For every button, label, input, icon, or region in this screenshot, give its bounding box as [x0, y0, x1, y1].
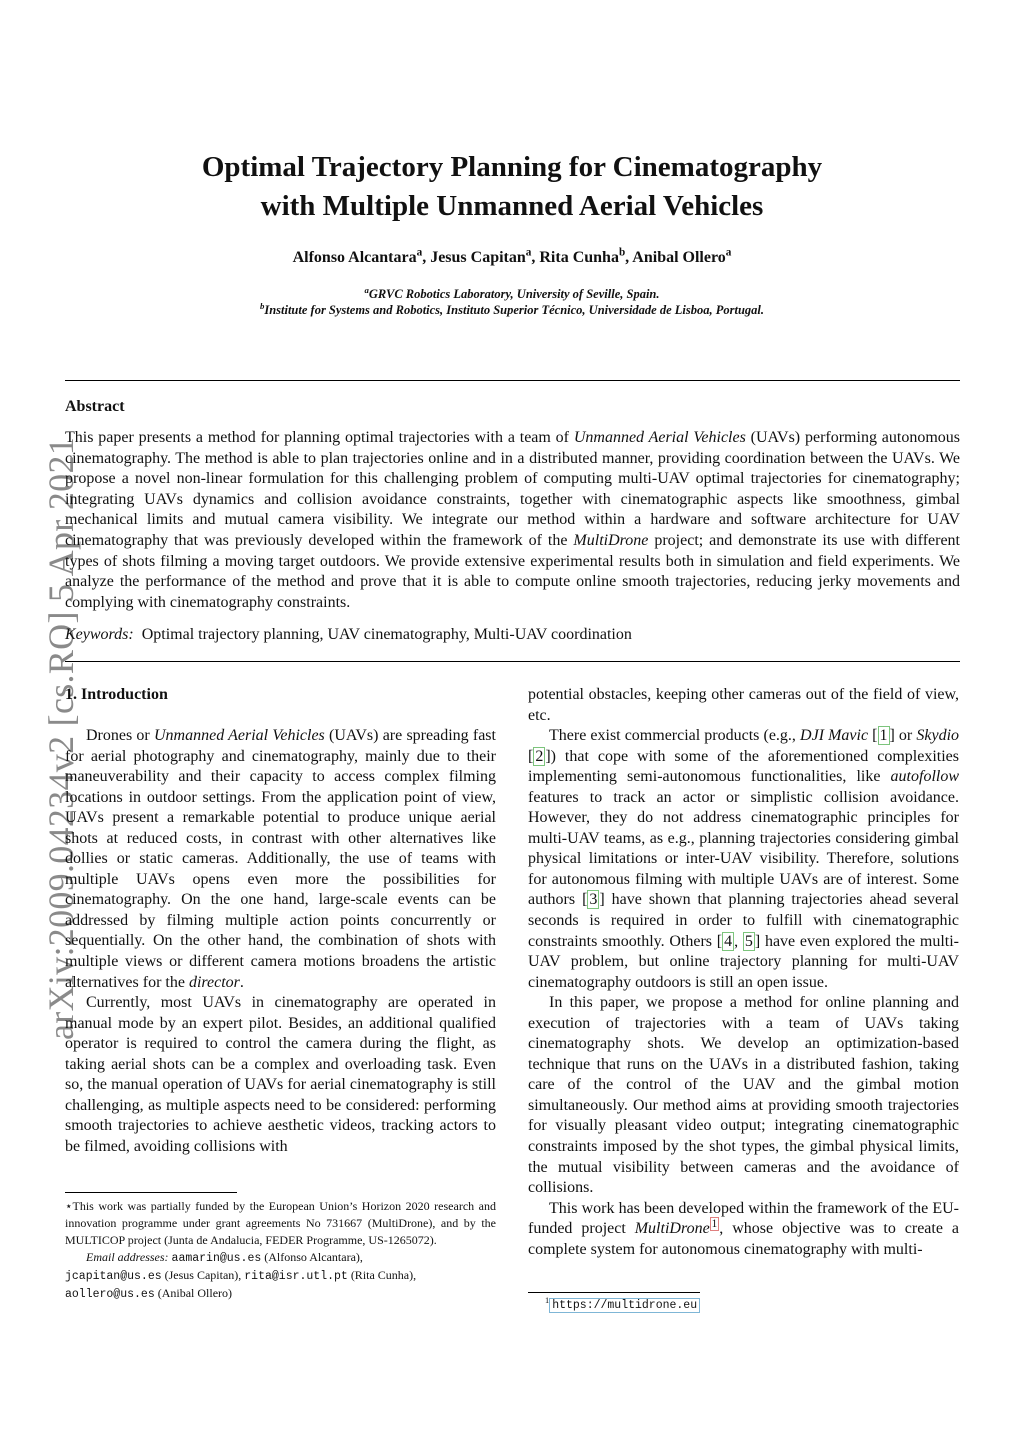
text-run: or: [894, 727, 917, 745]
paper-title: [120, 148, 904, 226]
title-line-2: with Multiple Unmanned Aerial Vehicles: [260, 190, 764, 222]
text-run: There exist commercial products (e.g.,: [549, 727, 801, 745]
footnote-star-mark: ⋆: [65, 1199, 73, 1213]
abstract-heading: Abstract: [65, 398, 125, 415]
text-run: Drones or: [86, 727, 154, 744]
footnote-link[interactable]: 1: [711, 1217, 718, 1230]
author-list: Alfonso Alcantara$^a$, Jesus Capitan$^a$, Rita Cunha$^b$, Anibal Ollero$^a$: [292, 246, 732, 266]
author-4-affil: a: [725, 246, 732, 259]
abstract-part: project; and demonstrate its use with different types of shots filming a moving target outdoors. We provide extensive experimental results both in simulation and field experiments. We analyze the performance of the method and prove that it is able to compute online smooth trajectories, reducing jerky movements and complying with cinematography constraints.: [65, 531, 960, 611]
email-addresses-cont: [65, 1285, 496, 1303]
email-link[interactable]: aollero@us.es: [65, 1288, 155, 1301]
right-column: [528, 685, 959, 1260]
email-addresses-cont: [65, 1267, 496, 1285]
text-run: (Alfonso Alcantara),: [261, 1250, 363, 1264]
citation-link[interactable]: 5: [744, 932, 753, 950]
text-emphasis: director: [188, 973, 240, 991]
affiliation-a-mark: a: [364, 284, 369, 295]
text-run: (Jesus Capitan),: [161, 1268, 245, 1282]
footnote-funding: [65, 1198, 496, 1303]
paragraph: In this paper, we propose a method for online planning and execution of trajectories with a team of UAVs taking cinematography shots. We develop an optimization-based technique that runs on the UAVs in a distributed fashion, taking care of the control of the UAV and the gimbal motion simultaneously. Our method aims at providing smooth trajectories for visually pleasant video output; integrating cinematographic constraints imposed by the shot types, the gimbal physical limits, the mutual visibility between cameras and the avoidance of collisions.: [528, 994, 959, 1197]
keywords: [65, 626, 632, 644]
footnote-funding-text: [65, 1198, 496, 1249]
text-emphasis: autofollow: [890, 768, 959, 786]
footnote-1: [545, 1297, 700, 1312]
text-run: (UAVs) are spreading fast for aerial photography and cinematography, mainly due to their maneuverability and their capacity to access complex filming locations in outdoor settings. From the application point of view, UAVs present a remarkable potential to produce unique aerial shots at reduced costs, in contrast with other alternatives like dollies or static cameras. Additionally, the use of teams with multiple UAVs opens even more the possibilities for cinematography. On the one hand, large-scale events can be addressed by filming multiple action points concurrently or sequentially. On the other hand, the combination of shots with multiple views or different camera motions broadens the artistic alternatives for the: [65, 727, 496, 991]
footnote-url-link[interactable]: https://multidrone.eu: [549, 1298, 700, 1313]
abstract-bottom-rule: [65, 661, 960, 662]
text-run: , whose objective was to create a complete system for autonomous cinematography with multi-: [528, 1220, 959, 1258]
text-run: This work was partially funded by the European Union’s Horizon 2020 research and innovation programme under grant agreements No 731667 (MultiDrone), and by the MULTICOP project (Junta de Andalucia, FEDER Programme, US-1265072).: [65, 1199, 496, 1247]
author-4: Anibal Ollero: [632, 249, 726, 266]
text-run: (Anibal Ollero): [154, 1286, 233, 1300]
paragraph: There exist commercial products (e.g., DJI Mavic [ 1 ] or Skydio [ 2 ]) that cope with some of the aforementioned complexities implementing semi-autonomous functionalities, like autofollow features to track an actor or simplistic collision avoidance. However, they do not address cinematographic principles for multi-UAV teams, as e.g., planning trajectories considering gimbal physical limitations or inter-UAV visibility. Therefore, solutions for autonomous filming with multiple UAVs are of interest. Some authors [ 3 ] have shown that planning trajectories ahead several seconds is required in order to fulfill with cinematographic constraints smoothly. Others [ 4 , 5 ] have even explored the multi-UAV problem, but online trajectory planning for multi-UAV cinematography outdoors is still an open issue.: [528, 727, 960, 991]
paragraph: [528, 1199, 959, 1261]
author-2: Jesus Capitan: [430, 249, 526, 266]
footnote-rule-left: [65, 1192, 237, 1193]
text-emphasis: Skydio: [916, 727, 960, 745]
affiliation-b-mark: b: [259, 300, 265, 311]
paragraph: Currently, most UAVs in cinematography are operated in manual mode by an expert pilot. Besides, an additional qualified operator is required to control the camera during the flight, as taking aerial shots can be a complex and overloading task. Even so, the manual operation of UAVs for aerial cinematography is still challenging, as multiple aspects need to be considered: performing smooth trajectories to achieve aesthetic videos, tracking actors to be filmed, avoiding collisions with: [65, 994, 496, 1155]
citation-link[interactable]: 3: [589, 891, 598, 909]
affiliation-a-text: GRVC Robotics Laboratory, University of Seville, Spain.: [368, 287, 660, 301]
author-1: Alfonso Alcantara: [292, 249, 417, 266]
left-column: [65, 726, 496, 1157]
author-3-affil: b: [618, 246, 626, 259]
text-run: features to track an actor or simplistic collision avoidance. However, they do not address cinematographic principles for multi-UAV teams, as e.g., planning trajectories considering gimbal physical limitations or inter-UAV visibility. Therefore, solutions for autonomous filming with multiple UAVs are of interest. Some authors: [528, 788, 959, 909]
abstract-term-uav: Unmanned Aerial Vehicles: [573, 429, 746, 446]
abstract-part: (UAVs) performing autonomous cinematography. The method is able to plan trajectories online and in a distributed manner, providing coordination between the UAVs. We propose a novel non-linear formulation for this challenging problem of computing multi-UAV optimal trajectories for cinematography; integrating UAVs dynamics and collision avoidance constraints, together with cinematographic aspects like smoothness, gimbal mechanical limits and mutual camera visibility. We integrate our method within a hardware and software architecture for UAV cinematography that was previously developed within the framework of the: [65, 429, 960, 549]
author-2-affil: a: [525, 246, 532, 259]
email-addresses: [65, 1249, 496, 1267]
footnote-rule-right: [528, 1292, 700, 1293]
email-link[interactable]: rita@isr.utl.pt: [244, 1270, 348, 1283]
arxiv-identifier-stamp: arXiv:2009.04234v2 [cs.RO] 5 Apr 2021: [41, 436, 81, 1040]
affiliation-b: [120, 300, 904, 318]
text-emphasis: Unmanned Aerial Vehicles: [153, 727, 325, 744]
text-run: ) that cope with some of the aforementioned complexities implementing semi-autonomous functionalities, like: [528, 747, 959, 786]
citation-link[interactable]: 1: [879, 727, 888, 745]
text-run: have shown that planning trajectories ahead several seconds is required in order to fulfill with cinematographic constraints smoothly. Others: [528, 891, 959, 950]
text-run: have even explored the multi-UAV problem, but online trajectory planning for multi-UAV cinematography outdoors is still an open issue.: [528, 932, 960, 991]
section-heading-introduction: 1. Introduction: [65, 686, 168, 703]
author-3: Rita Cunha: [539, 249, 619, 266]
title-line-1: Optimal Trajectory Planning for Cinematography: [201, 151, 823, 183]
text-emphasis: DJI Mavic: [800, 727, 869, 745]
paragraph: [65, 726, 496, 993]
affiliation-b-text: Institute for Systems and Robotics, Instituto Superior Técnico, Universidade de Lisboa, Portugal.: [264, 303, 765, 317]
text-run: .: [239, 973, 244, 991]
email-link[interactable]: jcapitan@us.es: [65, 1270, 162, 1283]
author-1-affil: a: [416, 246, 423, 259]
text-emphasis: MultiDrone: [634, 1220, 710, 1238]
abstract-term-multidrone: MultiDrone: [573, 531, 649, 549]
affiliation-a: [120, 284, 904, 302]
abstract-part: This paper presents a method for planning optimal trajectories with a team of: [65, 429, 574, 446]
abstract-text: [65, 428, 960, 613]
keywords-text: Optimal trajectory planning, UAV cinematography, Multi-UAV coordination: [141, 626, 632, 643]
footnote-1-number: 1: [545, 1296, 550, 1305]
text-run: (Rita Cunha),: [347, 1268, 417, 1282]
text-run: This work has been developed within the framework of the EU-funded project: [528, 1199, 959, 1238]
citation-link[interactable]: 2: [535, 747, 544, 765]
email-link[interactable]: aamarin@us.es: [171, 1252, 262, 1265]
citation-link[interactable]: 4: [724, 932, 733, 950]
paragraph: potential obstacles, keeping other cameras out of the field of view, etc.: [528, 686, 959, 724]
keywords-label: Keywords:: [65, 626, 134, 643]
email-label: Email addresses:: [86, 1250, 169, 1264]
abstract-top-rule: [65, 380, 960, 381]
